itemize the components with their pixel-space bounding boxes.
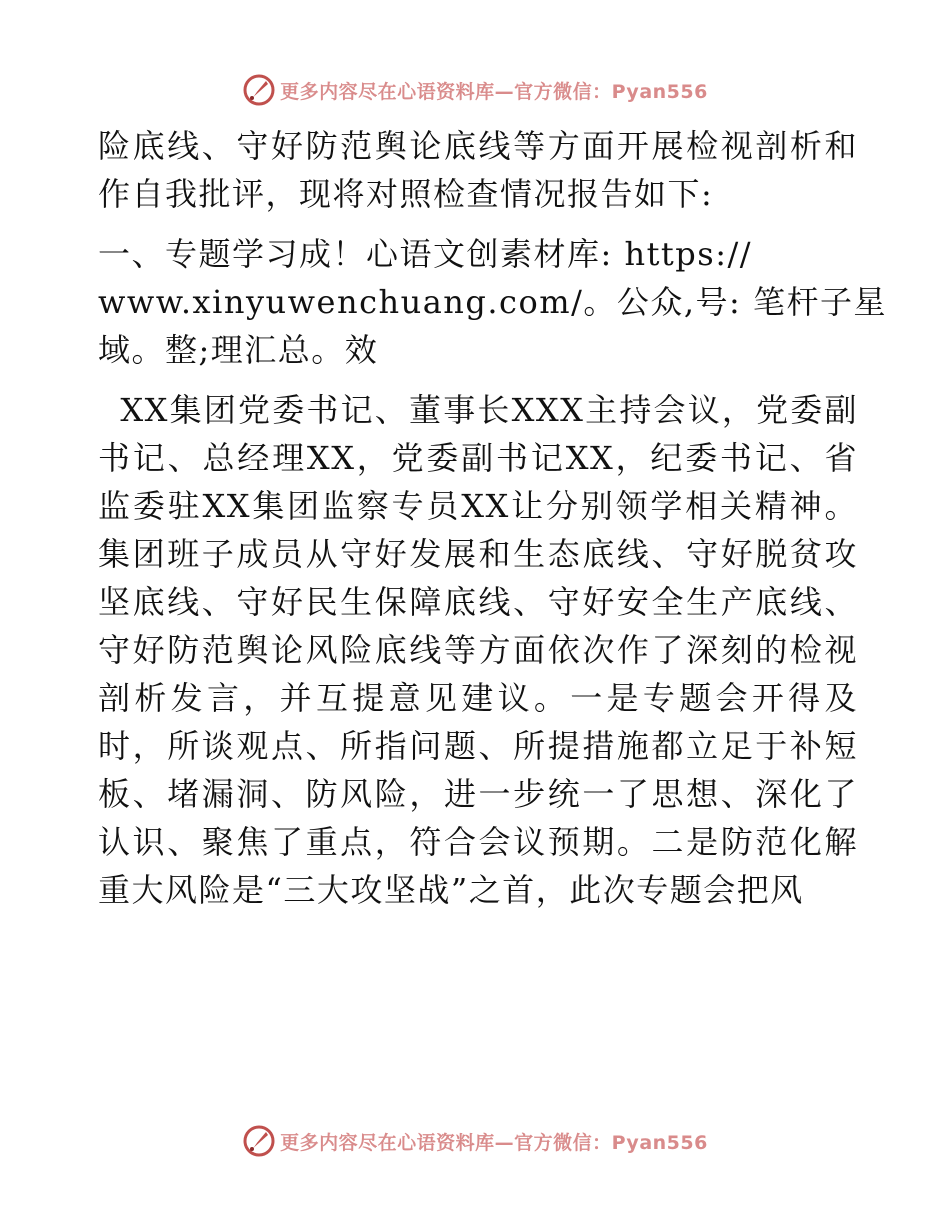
footer-banner: [0, 1121, 950, 1161]
document-body: [98, 122, 887, 914]
paragraph-1: 险底线、守好防范舆论底线等方面开展检视剖析和作自我批评，现将对照检查情况报告如下:: [98, 127, 858, 213]
feather-pen-logo-icon: [242, 1124, 276, 1158]
header-banner: [0, 70, 950, 110]
paragraph-2-line-1: 一、专题学习成！心语文创素材库: https://: [98, 235, 753, 273]
footer-banner-text: 更多内容尽在心语资料库—官方微信：Pyan556: [280, 1131, 708, 1154]
paragraph-2-line-2: www.xinyuwenchuang.com/。公众,号: 笔杆子星: [98, 283, 887, 321]
paragraph-3: XX集团党委书记、董事长XXX主持会议，党委副书记、总经理XX，党委副书记XX，纪委书记、省监委驻XX集团监察专员XX让分别领学相关精神。集团班子成员从守好发展和生态底线、守好脱贫攻坚底线、守好民生保障底线、守好安全生产底线、守好防范舆论风险底线等方面依次作了深刻的检视剖析发言，并互提意见建议。一是专题会开得及时，所谈观点、所指问题、所提措施都立足于补短板、堵漏洞、防风险，进一步统一了思想、深化了认识、聚焦了重点，符合会议预期。二是防范化解重大风险是“三大攻坚战”之首，此次专题会把风: [98, 391, 858, 909]
feather-pen-logo-icon: [242, 73, 276, 107]
header-banner-text: 更多内容尽在心语资料库—官方微信：Pyan556: [280, 80, 708, 103]
paragraph-2-line-3: 域。整;理汇总。效: [98, 331, 379, 369]
paragraph-2: [98, 230, 887, 374]
